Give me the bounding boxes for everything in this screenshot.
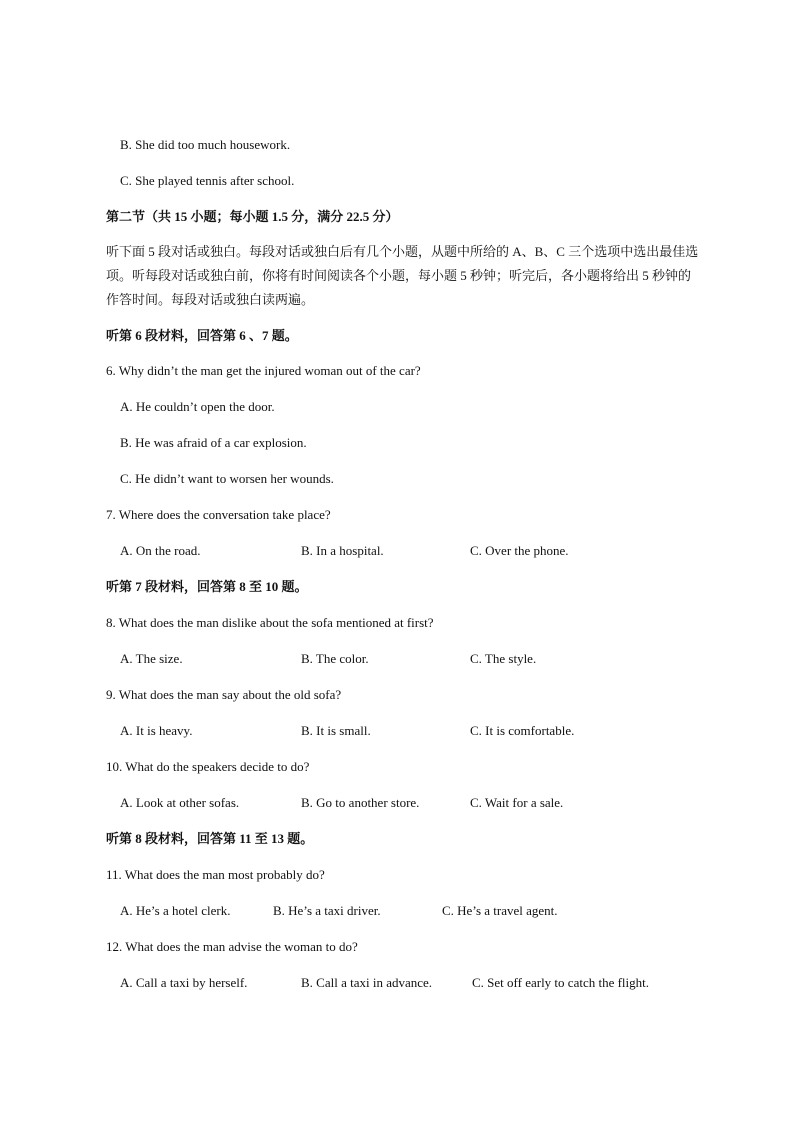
q12-option-c: C. Set off early to catch the flight.: [472, 975, 650, 990]
q9-option-a: A. It is heavy.: [120, 723, 193, 738]
q11-option-a: A. He’s a hotel clerk.: [120, 903, 231, 918]
q7-option-a: A. On the road.: [120, 543, 201, 558]
material-8-header: 听第 8 段材料，回答第 11 至 13 题。: [106, 831, 314, 846]
question-10: 10. What do the speakers decide to do?: [106, 759, 310, 774]
section-heading: 第二节（共 15 小题；每小题 1.5 分，满分 22.5 分）: [106, 209, 399, 224]
prev-option-c: C. She played tennis after school.: [120, 173, 295, 188]
q6-option-a: A. He couldn’t open the door.: [120, 399, 275, 414]
q10-option-c: C. Wait for a sale.: [470, 795, 564, 810]
question-9: 9. What does the man say about the old sofa?: [106, 687, 342, 702]
q6-option-c: C. He didn’t want to worsen her wounds.: [120, 471, 334, 486]
q10-option-a: A. Look at other sofas.: [120, 795, 240, 810]
q12-option-b: B. Call a taxi in advance.: [301, 975, 433, 990]
q12-option-a: A. Call a taxi by herself.: [120, 975, 248, 990]
material-6-header: 听第 6 段材料，回答第 6 、7 题。: [106, 328, 298, 343]
q8-option-b: B. The color.: [301, 651, 369, 666]
prev-option-b: B. She did too much housework.: [120, 137, 291, 152]
q7-option-c: C. Over the phone.: [470, 543, 569, 558]
q9-option-c: C. It is comfortable.: [470, 723, 575, 738]
q11-option-c: C. He’s a travel agent.: [442, 903, 558, 918]
question-7: 7. Where does the conversation take place?: [106, 507, 331, 522]
q11-option-b: B. He’s a taxi driver.: [273, 903, 381, 918]
q7-option-b: B. In a hospital.: [301, 543, 384, 558]
section-instructions: 听下面 5 段对话或独白。每段对话或独白后有几个小题，从题中所给的 A、B、C 三个选项中选出最佳选项。听每段对话或独白前，你将有时间阅读各个小题，每小题 5 秒钟；听完后，各小题将给出 5 秒钟的作答时间。每段对话或独白读两遍。: [106, 244, 699, 307]
material-7-header: 听第 7 段材料，回答第 8 至 10 题。: [106, 579, 308, 594]
question-11: 11. What does the man most probably do?: [106, 867, 325, 882]
q8-option-a: A. The size.: [120, 651, 183, 666]
q8-option-c: C. The style.: [470, 651, 537, 666]
question-12: 12. What does the man advise the woman to do?: [106, 939, 358, 954]
q10-option-b: B. Go to another store.: [301, 795, 420, 810]
q6-option-b: B. He was afraid of a car explosion.: [120, 435, 307, 450]
question-8: 8. What does the man dislike about the sofa mentioned at first?: [106, 615, 434, 630]
q9-option-b: B. It is small.: [301, 723, 371, 738]
question-6: 6. Why didn’t the man get the injured woman out of the car?: [106, 363, 421, 378]
